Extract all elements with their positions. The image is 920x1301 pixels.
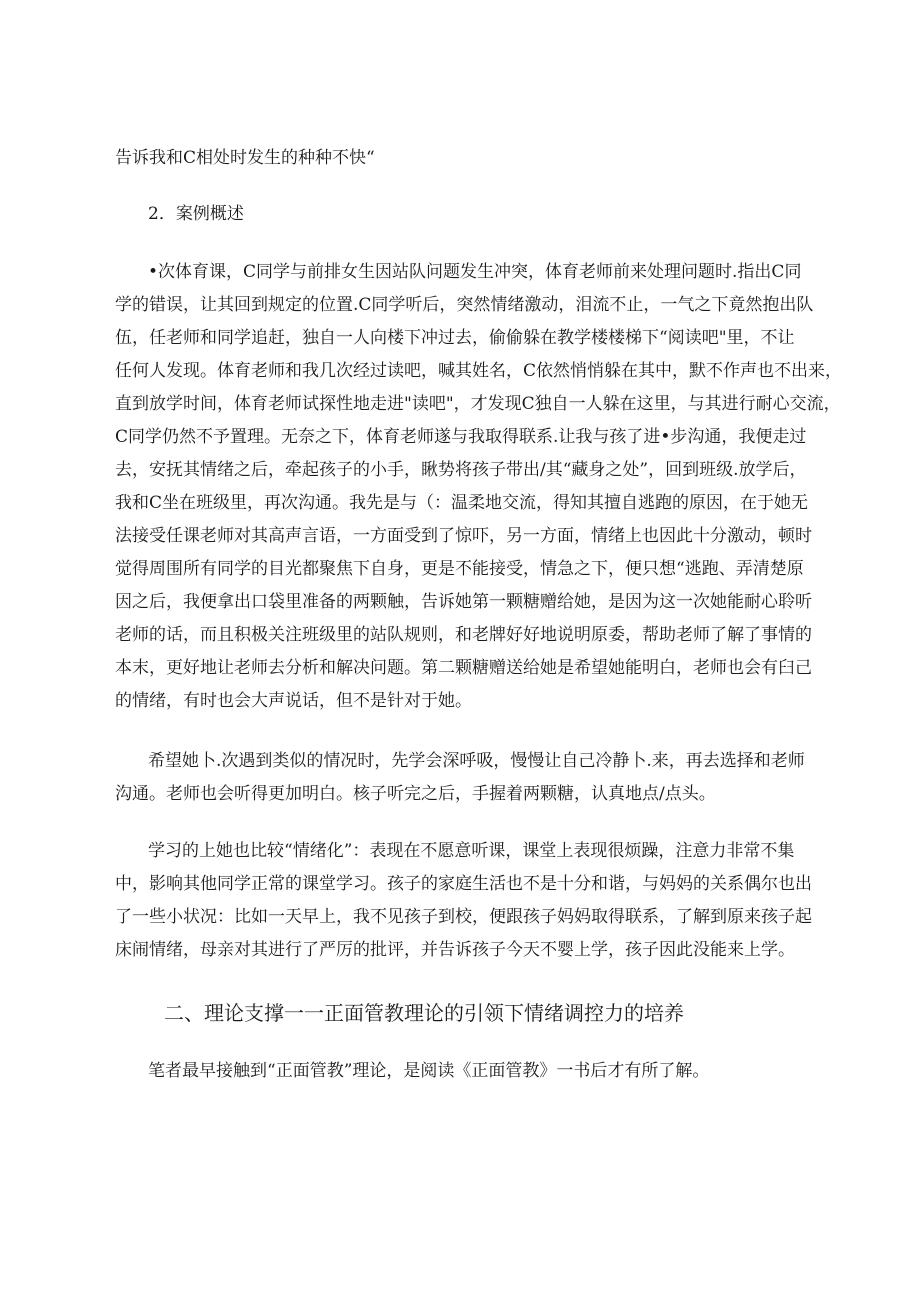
paragraph-line: 伍，任老师和同学追赶，独自一人向楼下冲过去，偷偷躲在教学楼楼梯下“阅读吧"里，不让 [115, 328, 795, 348]
paragraph-line: 希望她卜.次遇到类似的情况时，先学会深呼吸，慢慢让自己冷静卜.来，再去选择和老师 [148, 751, 805, 771]
paragraph-line: 因之后，我便拿出口袋里准备的两颗触，告诉她第一颗糖赠给她，是因为这一次她能耐心聆听 [115, 592, 812, 612]
paragraph-line: 学的错误，让其回到规定的位置.C同学听后，突然情绪激动，泪流不止，一气之下竟然抱出队 [115, 295, 814, 315]
section-2-heading: 2．案例概述 [148, 204, 244, 224]
paragraph-line: 沟通。老师也会听得更加明白。核子听完之后，手握着两颗糖，认真地点/点头。 [115, 784, 716, 804]
paragraph-line: 中，影响其他同学正常的课堂学习。孩子的家庭生活也不是十分和谐，与妈妈的关系偶尔也出 [115, 874, 812, 894]
intro-line: 告诉我和C相处时发生的种种不快“ [115, 148, 375, 168]
paragraph-line: 觉得周围所有同学的目光都聚焦下自身，更是不能接受，情急之下，便只想“逃跑、弄清楚原 [115, 559, 804, 579]
paragraph-line: 床闹情绪，母亲对其进行了严厉的批评，并告诉孩子今天不婴上学，孩子因此没能来上学。 [115, 940, 795, 960]
section-heading-theory: 二、理论支撑一一正面管教理论的引领下情绪调控力的培养 [164, 1001, 684, 1025]
paragraph-line: 我和C坐在班级里，再次沟通。我先是与（：温柔地交流，得知其擅自逃跑的原因，在于她无 [115, 493, 809, 513]
paragraph-line: 学习的上她也比较“情绪化”：表现在不愿意听课，课堂上表现很烦躁，注意力非常不集 [148, 841, 795, 861]
paragraph-line: 本末，更好地让老师去分析和解决问题。第二颗糖赠送给她是希望她能明白，老师也会有臼己 [115, 658, 812, 678]
paragraph-line: 去，安抚其情绪之后，牵起孩子的小手，瞅势将孩子带出/其“藏身之处”，回到班级.放学后， [115, 460, 807, 480]
paragraph-line: 直到放学时间，体育老师试探性地走进"读吧"，才发现C独自一人躲在这里，与其进行耐心交流， [115, 394, 841, 414]
paragraph-line: 了一些小状况：比如一天早上，我不见孩子到校，便跟孩子妈妈取得联系，了解到原来孩子起 [115, 907, 812, 927]
paragraph-line: 任何人发现。体育老师和我几次经过读吧，喊其姓名，C依然悄悄躲在其中，默不作声也不出来， [115, 361, 843, 381]
paragraph-line: •次体育课，C同学与前排女生因站队问题发生冲突，体育老师前来处理问题时.指出C同 [148, 262, 802, 282]
paragraph-line: 的情绪，有时也会大声说话，但不是针对于她。 [115, 691, 472, 711]
paragraph-line: 法接受任课老师对其高声言语，一方面受到了惊吓，另一方面，情绪上也因此十分激动，顿时 [115, 526, 812, 546]
paragraph-line: C同学仍然不予置理。无奈之下，体育老师遂与我取得联系.让我与孩了进•步沟通，我便走过 [115, 427, 807, 447]
paragraph-line: 老师的话，而且积极关注班级里的站队规则，和老牌好好地说明原委，帮助老师了解了事情的 [115, 625, 812, 645]
paragraph-theory-intro: 笔者最早接触到“正面管教”理论，是阅读《正面管教》一书后才有所了解。 [148, 1061, 710, 1081]
